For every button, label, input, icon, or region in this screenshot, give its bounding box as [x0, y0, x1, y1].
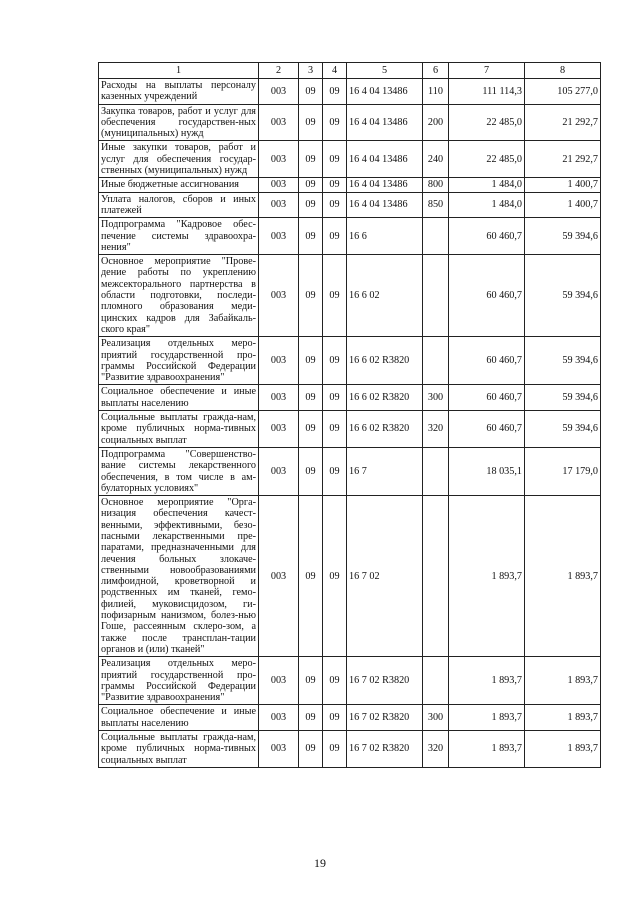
amount-plan-cell: 60 460,7 [449, 218, 525, 255]
expense-name-cell: Уплата налогов, сборов и иных платежей [99, 192, 259, 218]
amount-plan-cell: 22 485,0 [449, 104, 525, 141]
section-code-cell: 09 [299, 192, 323, 218]
expense-type-cell [423, 447, 449, 495]
header-cell: 7 [449, 63, 525, 79]
section-code-cell: 09 [299, 141, 323, 178]
table-row [99, 218, 601, 255]
ministry-code-cell: 003 [259, 731, 299, 768]
expense-type-cell: 320 [423, 731, 449, 768]
subsection-code-cell: 09 [323, 337, 347, 385]
page-number: 19 [314, 856, 326, 870]
expense-name-cell: Иные бюджетные ассигнования [99, 178, 259, 192]
target-article-cell: 16 6 02 R3820 [347, 411, 423, 448]
table-row [99, 141, 601, 178]
target-article-cell: 16 7 [347, 447, 423, 495]
table-row [99, 385, 601, 411]
amount-actual-cell: 1 400,7 [525, 192, 601, 218]
amount-actual-cell: 1 400,7 [525, 178, 601, 192]
amount-plan-cell: 1 893,7 [449, 657, 525, 705]
target-article-cell: 16 6 02 [347, 255, 423, 337]
subsection-code-cell: 09 [323, 218, 347, 255]
table-row [99, 731, 601, 768]
expense-type-cell [423, 337, 449, 385]
table-row [99, 657, 601, 705]
expense-type-cell [423, 255, 449, 337]
header-cell: 5 [347, 63, 423, 79]
header-cell: 2 [259, 63, 299, 79]
subsection-code-cell: 09 [323, 79, 347, 105]
table-row [99, 411, 601, 448]
amount-plan-cell: 1 893,7 [449, 496, 525, 657]
section-code-cell: 09 [299, 337, 323, 385]
subsection-code-cell: 09 [323, 496, 347, 657]
ministry-code-cell: 003 [259, 104, 299, 141]
subsection-code-cell: 09 [323, 141, 347, 178]
section-code-cell: 09 [299, 705, 323, 731]
expense-name-cell: Социальные выплаты гражда-нам, кроме публичных норма-тивных социальных выплат [99, 411, 259, 448]
target-article-cell: 16 4 04 13486 [347, 104, 423, 141]
target-article-cell: 16 4 04 13486 [347, 192, 423, 218]
section-code-cell: 09 [299, 385, 323, 411]
table-row [99, 192, 601, 218]
expense-name-cell: Основное мероприятие "Прове-дение работы по укреплению межсекторального партнерства в области подготовки, последи-пломного образования меди-цинских кадров для Забайкаль-ского края" [99, 255, 259, 337]
expense-type-cell [423, 218, 449, 255]
ministry-code-cell: 003 [259, 705, 299, 731]
subsection-code-cell: 09 [323, 447, 347, 495]
subsection-code-cell: 09 [323, 178, 347, 192]
section-code-cell: 09 [299, 411, 323, 448]
header-cell: 1 [99, 63, 259, 79]
budget-table [98, 62, 601, 768]
section-code-cell: 09 [299, 255, 323, 337]
header-row [99, 63, 601, 79]
expense-name-cell: Подпрограмма "Совершенство-вание системы лекарственного обеспечения, в том числе в ам-булаторных условиях" [99, 447, 259, 495]
ministry-code-cell: 003 [259, 337, 299, 385]
amount-plan-cell: 60 460,7 [449, 385, 525, 411]
amount-actual-cell: 21 292,7 [525, 104, 601, 141]
section-code-cell: 09 [299, 178, 323, 192]
table-row [99, 337, 601, 385]
ministry-code-cell: 003 [259, 255, 299, 337]
amount-actual-cell: 59 394,6 [525, 218, 601, 255]
ministry-code-cell: 003 [259, 496, 299, 657]
amount-plan-cell: 22 485,0 [449, 141, 525, 178]
amount-actual-cell: 1 893,7 [525, 496, 601, 657]
ministry-code-cell: 003 [259, 657, 299, 705]
target-article-cell: 16 6 02 R3820 [347, 337, 423, 385]
target-article-cell: 16 7 02 R3820 [347, 731, 423, 768]
amount-actual-cell: 1 893,7 [525, 705, 601, 731]
expense-type-cell: 300 [423, 385, 449, 411]
ministry-code-cell: 003 [259, 141, 299, 178]
expense-type-cell [423, 657, 449, 705]
expense-type-cell: 800 [423, 178, 449, 192]
expense-name-cell: Социальное обеспечение и иные выплаты населению [99, 385, 259, 411]
amount-plan-cell: 60 460,7 [449, 255, 525, 337]
section-code-cell: 09 [299, 79, 323, 105]
amount-plan-cell: 1 893,7 [449, 705, 525, 731]
amount-actual-cell: 59 394,6 [525, 385, 601, 411]
header-cell: 6 [423, 63, 449, 79]
expense-name-cell: Основное мероприятие "Орга-низация обеспечения качест-венными, эффективными, безо-пасными лекарственными пре-паратами, предназначенными для лечения больных злокаче-ственными новообразованиями лимфоидной, кроветворной и родственных им тканей, гемо-филией, муковисцидозом, ги-пофизарным нанизмом, болез-нью Гоше, рассеянным склеро-зом, а также после трансплан-тации органов и (или) тканей" [99, 496, 259, 657]
header-cell: 3 [299, 63, 323, 79]
table-row [99, 705, 601, 731]
amount-actual-cell: 17 179,0 [525, 447, 601, 495]
ministry-code-cell: 003 [259, 447, 299, 495]
amount-plan-cell: 111 114,3 [449, 79, 525, 105]
amount-actual-cell: 1 893,7 [525, 731, 601, 768]
subsection-code-cell: 09 [323, 657, 347, 705]
subsection-code-cell: 09 [323, 731, 347, 768]
header-cell: 8 [525, 63, 601, 79]
table-row [99, 104, 601, 141]
section-code-cell: 09 [299, 447, 323, 495]
expense-name-cell: Социальные выплаты гражда-нам, кроме публичных норма-тивных социальных выплат [99, 731, 259, 768]
ministry-code-cell: 003 [259, 218, 299, 255]
section-code-cell: 09 [299, 731, 323, 768]
expense-name-cell: Расходы на выплаты персоналу казенных учреждений [99, 79, 259, 105]
amount-plan-cell: 60 460,7 [449, 337, 525, 385]
expense-type-cell: 850 [423, 192, 449, 218]
amount-actual-cell: 1 893,7 [525, 657, 601, 705]
expense-name-cell: Реализация отдельных меро-приятий государственной про-граммы Российской Федерации "Развитие здравоохранения" [99, 657, 259, 705]
amount-actual-cell: 59 394,6 [525, 255, 601, 337]
subsection-code-cell: 09 [323, 705, 347, 731]
amount-actual-cell: 59 394,6 [525, 411, 601, 448]
amount-actual-cell: 21 292,7 [525, 141, 601, 178]
amount-plan-cell: 1 484,0 [449, 178, 525, 192]
amount-plan-cell: 60 460,7 [449, 411, 525, 448]
target-article-cell: 16 4 04 13486 [347, 141, 423, 178]
expense-name-cell: Социальное обеспечение и иные выплаты населению [99, 705, 259, 731]
target-article-cell: 16 7 02 R3820 [347, 657, 423, 705]
ministry-code-cell: 003 [259, 192, 299, 218]
table-row [99, 79, 601, 105]
expense-type-cell: 240 [423, 141, 449, 178]
ministry-code-cell: 003 [259, 178, 299, 192]
ministry-code-cell: 003 [259, 411, 299, 448]
subsection-code-cell: 09 [323, 411, 347, 448]
table-row [99, 447, 601, 495]
section-code-cell: 09 [299, 218, 323, 255]
expense-name-cell: Подпрограмма "Кадровое обес-печение системы здравоохра-нения" [99, 218, 259, 255]
subsection-code-cell: 09 [323, 104, 347, 141]
ministry-code-cell: 003 [259, 385, 299, 411]
target-article-cell: 16 4 04 13486 [347, 79, 423, 105]
target-article-cell: 16 4 04 13486 [347, 178, 423, 192]
table-row [99, 496, 601, 657]
expense-type-cell: 110 [423, 79, 449, 105]
amount-actual-cell: 59 394,6 [525, 337, 601, 385]
section-code-cell: 09 [299, 657, 323, 705]
target-article-cell: 16 7 02 R3820 [347, 705, 423, 731]
subsection-code-cell: 09 [323, 255, 347, 337]
expense-type-cell [423, 496, 449, 657]
expense-type-cell: 200 [423, 104, 449, 141]
expense-type-cell: 300 [423, 705, 449, 731]
expense-name-cell: Закупка товаров, работ и услуг для обеспечения государствен-ных (муниципальных) нужд [99, 104, 259, 141]
amount-plan-cell: 1 893,7 [449, 731, 525, 768]
target-article-cell: 16 6 [347, 218, 423, 255]
amount-plan-cell: 18 035,1 [449, 447, 525, 495]
target-article-cell: 16 7 02 [347, 496, 423, 657]
amount-actual-cell: 105 277,0 [525, 79, 601, 105]
table-row [99, 255, 601, 337]
expense-name-cell: Иные закупки товаров, работ и услуг для обеспечения государ-ственных (муниципальных) нужд [99, 141, 259, 178]
expense-type-cell: 320 [423, 411, 449, 448]
section-code-cell: 09 [299, 104, 323, 141]
table-row [99, 178, 601, 192]
expense-name-cell: Реализация отдельных меро-приятий государственной про-граммы Российской Федерации "Развитие здравоохранения" [99, 337, 259, 385]
subsection-code-cell: 09 [323, 385, 347, 411]
ministry-code-cell: 003 [259, 79, 299, 105]
subsection-code-cell: 09 [323, 192, 347, 218]
target-article-cell: 16 6 02 R3820 [347, 385, 423, 411]
header-cell: 4 [323, 63, 347, 79]
amount-plan-cell: 1 484,0 [449, 192, 525, 218]
section-code-cell: 09 [299, 496, 323, 657]
